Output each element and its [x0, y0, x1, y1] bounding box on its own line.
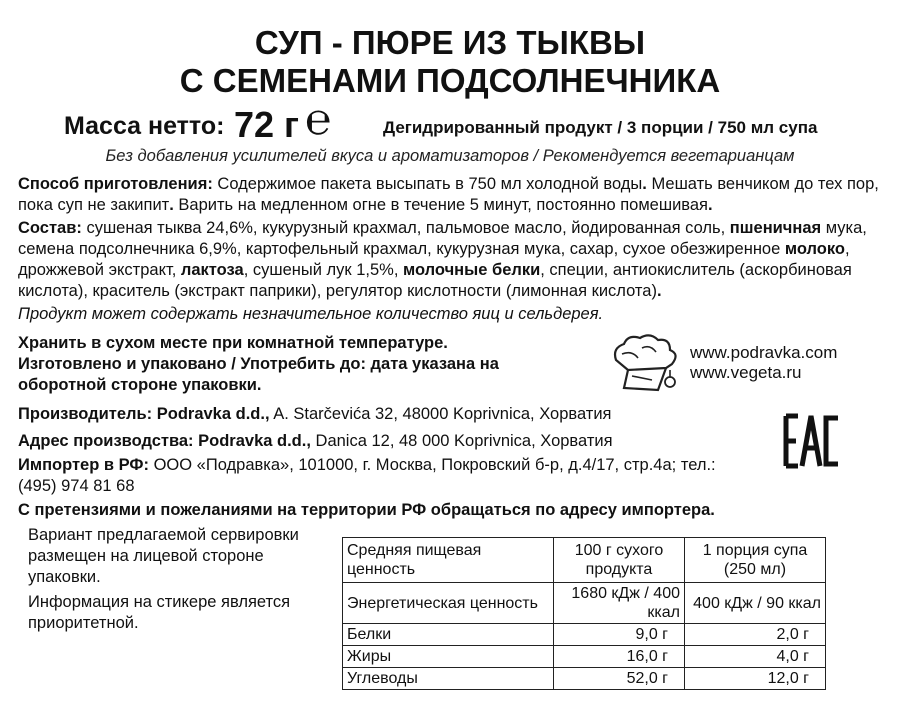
nutrient-per100: 9,0 г [554, 624, 685, 646]
composition-text: мука, семена подсолнечника 6,9%, картофельный крахмал, кукурузная мука, сахар, сухое обезжиренное [18, 219, 867, 258]
table-row [343, 624, 826, 646]
preparation-text-2: Мешать венчиком до тех пор, пока суп не закипит [18, 175, 879, 214]
nutrition-header-portion: 1 порция супа (250 мл) [685, 538, 826, 583]
production-address-separator: , [306, 432, 311, 450]
allergen-milk-proteins: молочные белки [403, 261, 541, 279]
nutrition-header-name: Средняя пищевая ценность [343, 538, 554, 583]
nutrient-name: Жиры [343, 646, 554, 668]
website-podravka[interactable]: www.podravka.com [690, 343, 838, 362]
preparation-section [18, 174, 880, 216]
composition-text: , дрожжевой экстракт, [18, 240, 850, 279]
net-weight-value: 72 г [234, 104, 300, 145]
nutrient-per100: 1680 кДж / 400 ккал [554, 583, 685, 624]
preparation-label: Способ приготовления: [18, 175, 213, 193]
producer-address: A. Starčevića 32, 48000 Koprivnica, Хорватия [269, 405, 612, 423]
nutrient-name: Белки [343, 624, 554, 646]
website-vegeta[interactable]: www.vegeta.ru [690, 363, 802, 382]
composition-text: сушеная тыква 24,6%, кукурузный крахмал, пальмовое масло, йодированная соль, [81, 219, 730, 237]
allergen-lactose: лактоза [180, 261, 244, 279]
preparation-dot: . [169, 196, 174, 214]
importer-info [18, 455, 738, 497]
production-date-note: Изготовлено и упаковано / Употребить до: дата указана на оборотной стороне упаковки. [18, 355, 499, 394]
producer-label: Производитель: [18, 405, 153, 423]
producer-info [18, 404, 611, 425]
nutrient-name: Энергетическая ценность [343, 583, 554, 624]
nutrient-per100: 52,0 г [554, 668, 685, 690]
serving-suggestion-note: Вариант предлагаемой сервировки размещен на лицевой стороне упаковки. [28, 526, 299, 586]
nutrition-header-per100: 100 г сухого продукта [554, 538, 685, 583]
allergen-wheat: пшеничная [729, 219, 822, 237]
nutrient-portion: 400 кДж / 90 ккал [685, 583, 826, 624]
nutrient-portion: 2,0 г [685, 624, 826, 646]
product-title-line2: С СЕМЕНАМИ ПОДСОЛНЕЧНИКА [179, 62, 721, 99]
preparation-dot: . [707, 196, 713, 214]
may-contain-note: Продукт может содержать незначительное количество яиц и сельдерея. [18, 305, 604, 323]
storage-note: Хранить в сухом месте при комнатной температуре. [18, 334, 448, 352]
product-title-line1: СУП - ПЮРЕ ИЗ ТЫКВЫ [254, 24, 646, 61]
table-row [343, 668, 826, 690]
importer-label: Импортер в РФ: [18, 456, 149, 474]
table-row [343, 646, 826, 668]
nutrition-header-row [343, 538, 826, 583]
preparation-dot: . [642, 175, 647, 193]
nutrient-portion: 4,0 г [685, 646, 826, 668]
net-weight-label: Масса нетто: [64, 112, 225, 140]
preparation-text-1: Содержимое пакета высыпать в 750 мл холодной воды [212, 175, 643, 193]
composition-end: . [656, 282, 662, 300]
composition-section [18, 218, 880, 302]
composition-text: , сушеный лук 1,5%, [243, 261, 404, 279]
table-row [343, 583, 826, 624]
eac-mark-icon [782, 412, 840, 470]
sticker-priority-note: Информация на стикере является приоритетной. [28, 593, 291, 632]
importer-text: ООО «Подравка», 101000, г. Москва, Покровский б-р, д.4/17, стр.4а; тел.: (495) 974 81 68 [18, 456, 716, 495]
allergen-milk: молоко [784, 240, 845, 258]
producer-separator: , [264, 405, 270, 423]
preparation-text-3: Варить на медленном огне в течение 5 минут, постоянно помешивая [173, 196, 708, 214]
nutrient-name: Углеводы [343, 668, 554, 690]
no-additives-note: Без добавления усилителей вкуса и ароматизаторов / Рекомендуется вегетарианцам [105, 147, 795, 165]
production-address-text: Danica 12, 48 000 Koprivnica, Хорватия [310, 432, 613, 450]
producer-company: Podravka d.d. [152, 405, 265, 423]
composition-label: Состав: [18, 219, 82, 237]
estimated-sign-icon: ℮ [305, 94, 332, 145]
nutrient-per100: 16,0 г [554, 646, 685, 668]
nutrition-table [342, 537, 826, 690]
production-address-label: Адрес производства: [18, 432, 194, 450]
nutrient-portion: 12,0 г [685, 668, 826, 690]
production-address-info [18, 431, 613, 452]
composition-text: , специи, антиокислитель (аскорбиновая кислота), краситель (экстракт паприки), регулятор кислотности (лимонная кислота) [18, 261, 852, 300]
chef-logo-icon [608, 330, 686, 394]
dehydrated-info: Дегидрированный продукт / 3 порции / 750 мл супа [383, 118, 818, 137]
claims-note: С претензиями и пожеланиями на территории РФ обращаться по адресу импортера. [18, 501, 715, 519]
production-address-company: Podravka d.d. [193, 432, 307, 450]
